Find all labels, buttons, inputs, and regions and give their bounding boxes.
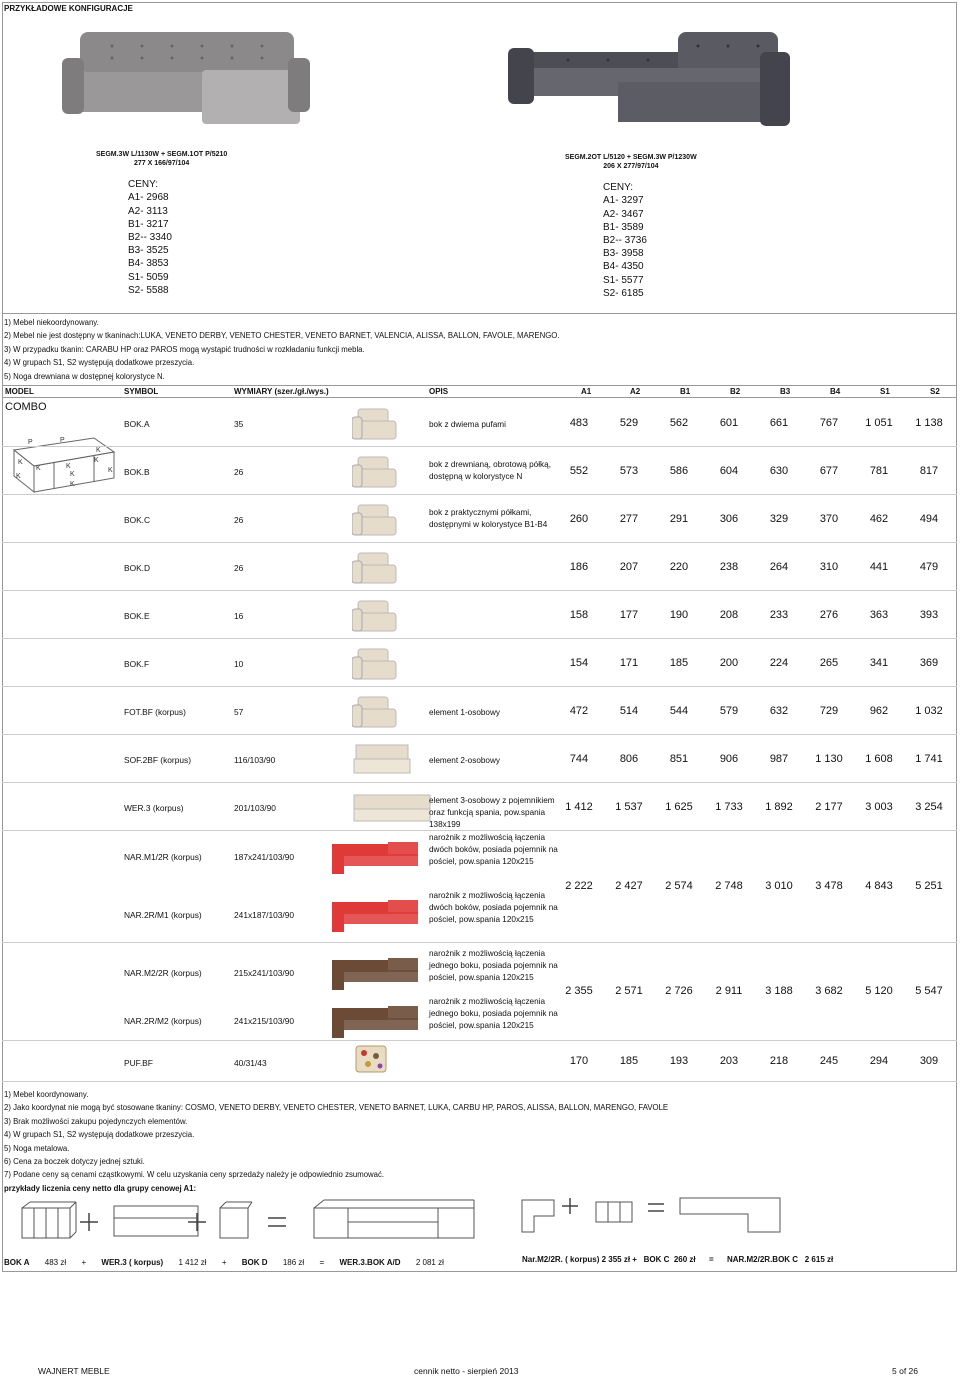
footer-page-number: 5 of 26	[892, 1366, 918, 1376]
price-b1: 291	[669, 513, 689, 525]
row-description: narożnik z możliwością łączenia jednego boku, posiada pojemnik na pościel, pow.spania 120x215	[429, 949, 558, 982]
product-image	[352, 453, 398, 496]
price-b3: 987	[769, 753, 789, 765]
calc-item: 186 zł	[282, 1258, 305, 1267]
config-2-prices	[603, 181, 697, 300]
price-b1: 193	[669, 1055, 689, 1067]
svg-text:K: K	[66, 463, 71, 470]
row-symbol: NAR.2R/M1 (korpus)	[124, 910, 202, 920]
row-dimensions: 241x215/103/90	[234, 1016, 295, 1026]
table-row	[2, 399, 957, 447]
price-line: B2-- 3340	[128, 232, 172, 243]
price-a1: 1 412	[565, 801, 593, 813]
corner-sofa-image	[328, 896, 420, 936]
row-dimensions: 35	[234, 419, 244, 429]
svg-text:P: P	[28, 439, 33, 446]
product-image	[352, 741, 412, 782]
price-a2: 185	[619, 1055, 639, 1067]
price-s2: 1 032	[915, 705, 943, 717]
example-1-calc	[4, 1258, 444, 1267]
price-line: B1- 3589	[603, 221, 644, 233]
price-b2: 200	[719, 657, 739, 669]
row-dimensions: 40/31/43	[234, 1058, 267, 1068]
price-a1: 552	[569, 465, 589, 477]
price-line: B4- 4350	[603, 261, 644, 273]
table-row	[2, 735, 957, 783]
row-dimensions: 116/103/90	[234, 755, 276, 765]
price-a1: 2 222	[565, 880, 593, 892]
notes-top	[4, 316, 560, 383]
config-1	[96, 150, 227, 297]
price-s1: 1 051	[865, 417, 893, 429]
price-s1: 363	[869, 609, 889, 621]
corner-sofa-image	[328, 1002, 420, 1042]
price-b4: 370	[819, 513, 839, 525]
price-a1: 260	[569, 513, 589, 525]
calc-item: 483 zł	[44, 1258, 67, 1267]
col-symbol: SYMBOL	[124, 387, 159, 396]
price-a1: 472	[569, 705, 589, 717]
calc-item: WER.3.BOK A/D	[339, 1258, 401, 1267]
price-s2: 479	[919, 561, 939, 573]
price-line: B1- 3217	[128, 218, 169, 230]
product-image	[352, 789, 432, 830]
row-dimensions: 241x187/103/90	[234, 910, 295, 920]
calc-item: BOK D	[241, 1258, 268, 1267]
price-a2: 514	[619, 705, 639, 717]
model-name: COMBO	[5, 401, 47, 413]
product-image	[352, 645, 398, 688]
price-a2: 2 427	[615, 880, 643, 892]
price-b1: 2 574	[665, 880, 693, 892]
divider	[2, 942, 957, 943]
row-symbol: BOK.C	[124, 515, 151, 525]
price-s1: 341	[869, 657, 889, 669]
corner-sofa-image	[328, 954, 420, 994]
corner-row	[2, 832, 562, 886]
corner-row	[2, 948, 562, 1002]
price-a1: 158	[569, 609, 589, 621]
footer-title: cennik netto - sierpień 2013	[414, 1366, 519, 1376]
calc-item: BOK A	[4, 1258, 30, 1267]
price-b2: 906	[719, 753, 739, 765]
product-image	[352, 501, 398, 544]
price-s2: 1 741	[915, 753, 943, 765]
row-dimensions: 187x241/103/90	[234, 852, 295, 862]
price-a1: 2 355	[565, 985, 593, 997]
product-image	[352, 597, 398, 640]
calc-item: 2 081 zł	[415, 1258, 444, 1267]
row-symbol: BOK.A	[124, 419, 150, 429]
price-line: S2- 5588	[128, 284, 169, 296]
price-b3: 329	[769, 513, 789, 525]
calc-item: WER.3 ( korpus)	[101, 1258, 164, 1267]
example-2-sketch	[520, 1192, 800, 1244]
row-description: bok z praktycznymi półkami, dostępnymi w kolorystyce B1-B4	[429, 508, 548, 529]
prices-title: CENY:	[128, 179, 159, 191]
note: 3) Brak możliwości zakupu pojedynczych elementów.	[4, 1116, 188, 1126]
col-description: OPIS	[429, 387, 449, 396]
row-symbol: BOK.E	[124, 611, 150, 621]
divider	[2, 313, 957, 314]
example-title: przykłady liczenia ceny netto dla grupy cenowej A1:	[4, 1183, 197, 1193]
col-model: MODEL	[5, 387, 34, 396]
table-header	[2, 385, 957, 398]
row-description: narożnik z możliwością łączenia dwóch boków, posiada pojemnik na pościel, pow.spania 120x215	[429, 891, 558, 924]
price-line: B2-- 3736	[603, 235, 647, 246]
row-dimensions: 201/103/90	[234, 803, 276, 813]
row-symbol: BOK.D	[124, 563, 151, 573]
price-b1: 185	[669, 657, 689, 669]
table-row	[2, 639, 957, 687]
col-s1: S1	[880, 387, 890, 396]
price-b4: 310	[819, 561, 839, 573]
note: 5) Noga drewniana w dostępnej kolorystyce N.	[4, 371, 165, 381]
table-row	[2, 1040, 957, 1082]
price-b4: 276	[819, 609, 839, 621]
notes-bottom	[4, 1088, 668, 1195]
row-symbol: NAR.M2/2R (korpus)	[124, 968, 202, 978]
price-a2: 573	[619, 465, 639, 477]
price-line: B4- 3853	[128, 258, 169, 270]
price-a2: 529	[619, 417, 639, 429]
price-b2: 208	[719, 609, 739, 621]
price-b3: 264	[769, 561, 789, 573]
row-dimensions: 57	[234, 707, 244, 717]
price-b4: 2 177	[815, 801, 843, 813]
price-b1: 1 625	[665, 801, 693, 813]
svg-text:K: K	[16, 473, 21, 480]
price-b2: 2 748	[715, 880, 743, 892]
price-line: A2- 3467	[603, 208, 644, 220]
example-2-calc: Nar.M2/2R. ( korpus) 2 355 zł + BOK C 260 zł = NAR.M2/2R.BOK C 2 615 zł	[522, 1255, 834, 1264]
price-s2: 393	[919, 609, 939, 621]
price-s1: 294	[869, 1055, 889, 1067]
row-description: element 3-osobowy z pojemnikiem oraz funkcją spania, pow.spania 138x199	[429, 796, 555, 829]
price-b2: 2 911	[715, 985, 743, 997]
product-image	[352, 549, 398, 592]
price-b3: 1 892	[765, 801, 793, 813]
price-a1: 483	[569, 417, 589, 429]
col-b2: B2	[730, 387, 741, 396]
price-b4: 265	[819, 657, 839, 669]
price-b1: 2 726	[665, 985, 693, 997]
row-description: narożnik z możliwością łączenia dwóch boków, posiada pojemnik na pościel, pow.spania 120x215	[429, 833, 558, 866]
price-b3: 630	[769, 465, 789, 477]
row-symbol: NAR.M1/2R (korpus)	[124, 852, 202, 862]
price-b2: 579	[719, 705, 739, 717]
col-a2: A2	[630, 387, 641, 396]
price-s1: 462	[869, 513, 889, 525]
table-row	[2, 543, 957, 591]
calc-item: =	[319, 1258, 325, 1267]
price-b2: 604	[719, 465, 739, 477]
price-b2: 306	[719, 513, 739, 525]
note: 4) W grupach S1, S2 występują dodatkowe przeszycia.	[4, 358, 195, 368]
note: 2) Jako koordynat nie mogą być stosowane tkaniny: COSMO, VENETO DERBY, VENETO CHESTER, VENETO BARNET, LUKA, CARBU HP, PAROS, ALISSA, BALLON, MARENGO, FAVOLE	[4, 1103, 669, 1113]
price-b1: 851	[669, 753, 689, 765]
price-b1: 544	[669, 705, 689, 717]
config-1-prices	[128, 178, 227, 297]
price-b3: 3 188	[765, 985, 793, 997]
price-b4: 677	[819, 465, 839, 477]
row-symbol: BOK.F	[124, 659, 150, 669]
svg-text:K: K	[94, 457, 99, 464]
price-b3: 3 010	[765, 880, 793, 892]
config-2-size: 206 X 277/97/104	[603, 163, 659, 171]
price-b4: 3 478	[815, 880, 843, 892]
price-s1: 962	[869, 705, 889, 717]
col-a1: A1	[581, 387, 592, 396]
note: 2) Mebel nie jest dostępny w tkaninach:LUKA, VENETO DERBY, VENETO CHESTER, VENETO BARNET, VALENCIA, ALISSA, BALLON, FAVOLE, MARENGO.	[4, 331, 560, 341]
row-symbol: SOF.2BF (korpus)	[124, 755, 192, 765]
svg-text:K: K	[96, 447, 101, 454]
col-b1: B1	[680, 387, 691, 396]
svg-text:K: K	[70, 471, 75, 478]
col-b3: B3	[780, 387, 791, 396]
price-line: A2- 3113	[128, 205, 168, 217]
table-row	[2, 447, 957, 495]
price-b1: 586	[669, 465, 689, 477]
config-2-caption: SEGM.2OT L/5120 + SEGM.3W P/1230W	[565, 154, 697, 161]
price-b4: 3 682	[815, 985, 843, 997]
price-line: S1- 5059	[128, 271, 169, 283]
row-description: element 2-osobowy	[429, 756, 500, 765]
price-s2: 369	[919, 657, 939, 669]
price-s1: 4 843	[865, 880, 893, 892]
calc-item: +	[221, 1258, 227, 1267]
price-b4: 1 130	[815, 753, 843, 765]
corner-row	[2, 890, 562, 944]
row-description: bok z dwiema pufami	[429, 420, 506, 429]
price-s2: 5 251	[915, 880, 943, 892]
price-b3: 632	[769, 705, 789, 717]
price-a2: 177	[619, 609, 639, 621]
price-line: S1- 5577	[603, 274, 644, 286]
price-a1: 170	[569, 1055, 589, 1067]
price-b3: 233	[769, 609, 789, 621]
config-2	[565, 153, 697, 300]
price-s2: 3 254	[915, 801, 943, 813]
price-a1: 186	[569, 561, 589, 573]
price-b2: 1 733	[715, 801, 743, 813]
row-dimensions: 16	[234, 611, 244, 621]
svg-text:K: K	[70, 481, 75, 488]
row-dimensions: 26	[234, 515, 244, 525]
note: 7) Podane ceny są cenami cząstkowymi. W celu uzyskania ceny sprzedaży należy je odpowiednio zsumować.	[4, 1170, 385, 1180]
price-b2: 238	[719, 561, 739, 573]
price-a2: 277	[619, 513, 639, 525]
price-line: A1- 2968	[128, 192, 169, 204]
row-description: element 1-osobowy	[429, 708, 500, 717]
row-symbol: BOK.B	[124, 467, 150, 477]
corner-sofa-image	[328, 838, 420, 878]
note: 3) W przypadku tkanin: CARABU HP oraz PAROS mogą wystąpić trudności w rozkładaniu funkcji mebla.	[4, 344, 365, 354]
calc-item: +	[81, 1258, 87, 1267]
row-dimensions: 26	[234, 467, 244, 477]
price-b4: 729	[819, 705, 839, 717]
price-a2: 171	[619, 657, 639, 669]
note: 4) W grupach S1, S2 występują dodatkowe przeszycia.	[4, 1130, 195, 1140]
price-b3: 224	[769, 657, 789, 669]
price-b1: 190	[669, 609, 689, 621]
price-s2: 494	[919, 513, 939, 525]
table-row	[2, 783, 957, 831]
price-s2: 309	[919, 1055, 939, 1067]
note: 1) Mebel niekoordynowany.	[4, 318, 99, 327]
note: 6) Cena za boczek dotyczy jednej sztuki.	[4, 1157, 145, 1167]
price-line: B3- 3958	[603, 248, 644, 260]
price-line: S2- 6185	[603, 287, 644, 299]
price-line: B3- 3525	[128, 245, 169, 257]
config-1-caption: SEGM.3W L/1130W + SEGM.1OT P/5210	[96, 151, 228, 158]
calc-item: 1 412 zł	[178, 1258, 207, 1267]
svg-text:K: K	[18, 459, 23, 466]
table-row	[2, 591, 957, 639]
svg-text:K: K	[108, 467, 113, 474]
prices-title: CENY:	[603, 182, 634, 194]
page-title: PRZYKŁADOWE KONFIGURACJE	[4, 4, 133, 13]
svg-text:P: P	[60, 437, 65, 444]
price-s1: 1 608	[865, 753, 893, 765]
sofa-dark-image	[508, 22, 794, 138]
svg-text:K: K	[36, 465, 41, 472]
price-s1: 3 003	[865, 801, 893, 813]
col-s2: S2	[930, 387, 940, 396]
row-dimensions: 26	[234, 563, 244, 573]
price-s2: 5 547	[915, 985, 943, 997]
price-b2: 601	[719, 417, 739, 429]
row-description: bok z drewnianą, obrotową półką, dostępną w kolorystyce N	[429, 460, 551, 481]
note: 1) Mebel koordynowany.	[4, 1090, 89, 1099]
price-s1: 5 120	[865, 985, 893, 997]
price-b1: 562	[669, 417, 689, 429]
sofa-grey-image	[62, 24, 310, 136]
price-b3: 218	[769, 1055, 789, 1067]
row-dimensions: 215x241/103/90	[234, 968, 295, 978]
price-b2: 203	[719, 1055, 739, 1067]
price-a2: 207	[619, 561, 639, 573]
price-b4: 245	[819, 1055, 839, 1067]
price-s1: 441	[869, 561, 889, 573]
price-s2: 817	[919, 465, 939, 477]
col-b4: B4	[830, 387, 841, 396]
price-a2: 1 537	[615, 801, 643, 813]
col-dimensions: WYMIARY (szer./gł./wys.)	[234, 387, 329, 396]
row-description: narożnik z możliwością łączenia jednego boku, posiada pojemnik na pościel, pow.spania 120x215	[429, 997, 558, 1030]
table-row	[2, 687, 957, 735]
price-b3: 661	[769, 417, 789, 429]
product-image	[352, 693, 398, 736]
puf-image	[354, 1044, 388, 1074]
product-image	[352, 405, 398, 448]
row-symbol: PUF.BF	[124, 1058, 153, 1068]
footer-company: WAJNERT MEBLE	[38, 1366, 110, 1376]
price-a2: 806	[619, 753, 639, 765]
config-1-size: 277 X 166/97/104	[134, 160, 190, 168]
example-1-sketch	[18, 1196, 508, 1248]
row-symbol: NAR.2R/M2 (korpus)	[124, 1016, 202, 1026]
price-b4: 767	[819, 417, 839, 429]
row-dimensions: 10	[234, 659, 244, 669]
note: 5) Noga metalowa.	[4, 1143, 70, 1153]
price-a2: 2 571	[615, 985, 643, 997]
price-s2: 1 138	[915, 417, 943, 429]
row-symbol: FOT.BF (korpus)	[124, 707, 186, 717]
row-symbol: WER.3 (korpus)	[124, 803, 184, 813]
price-line: A1- 3297	[603, 195, 644, 207]
table-row	[2, 495, 957, 543]
price-a1: 744	[569, 753, 589, 765]
price-s1: 781	[869, 465, 889, 477]
price-b1: 220	[669, 561, 689, 573]
price-a1: 154	[569, 657, 589, 669]
